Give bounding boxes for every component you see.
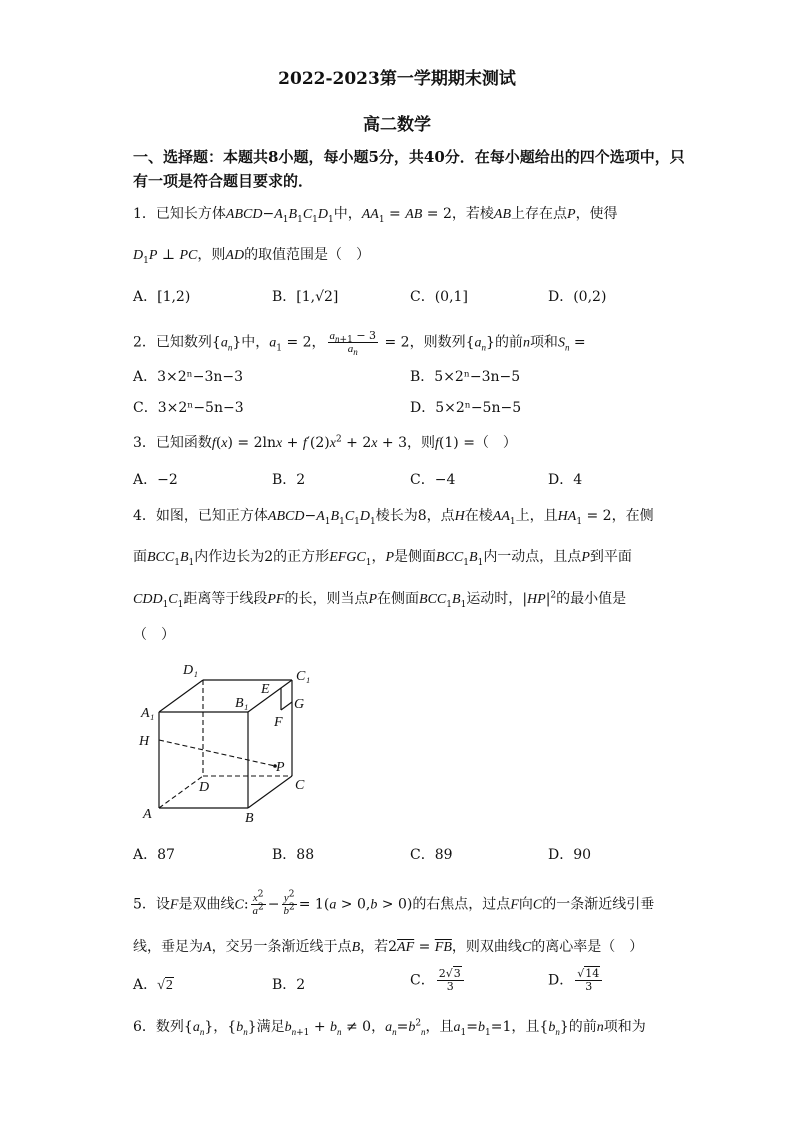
- question-5-option-b: B．2: [272, 977, 306, 993]
- question-1-option-b: B．[1,√2]: [272, 289, 339, 305]
- question-2-option-b: B．5×2ⁿ−3n−5: [410, 369, 521, 385]
- question-5-line1: 5．设F是双曲线C: $\frac{x^2}{a^2}$ − $\frac{y^2}{b^2}$ = 1(a > 0,b > 0)的右焦点，过点F向C的一条渐近线引垂: [133, 889, 655, 917]
- question-4-option-d: D．90: [548, 847, 592, 863]
- label-h: H: [139, 734, 150, 749]
- label-d: D: [199, 780, 210, 795]
- question-2-option-d: D．5×2ⁿ−5n−5: [410, 400, 522, 416]
- cube-figure: [133, 660, 323, 830]
- question-3-option-b: B．2: [272, 472, 306, 488]
- edge-a1-d1: [159, 680, 203, 712]
- label-b1: B₁: [235, 696, 249, 711]
- question-1-line1: 1．已知长方体$ABCD-A_1B_1C_1D_1$中，$AA_1$ = AB = 2，若棱AB上存在点P，使得: [133, 206, 618, 225]
- question-3-line1: 3．已知函数$f(x) = 2\ln x + f'(2)x^2 + 2x + 3$，则f(1) =（ ）: [133, 434, 517, 451]
- label-d1: D₁: [183, 663, 198, 678]
- question-1-option-d: D．(0,2): [548, 289, 607, 305]
- edge-f-g: [281, 702, 292, 710]
- edge-b-c: [248, 776, 292, 808]
- exam-title: 2022-2023第一学期期末测试: [278, 69, 516, 89]
- question-1-option-c: C．(0,1]: [410, 289, 468, 305]
- question-4-option-a: A．87: [133, 847, 175, 863]
- question-6-line1: 6．数列$\{a_n\}$，$\{b_n\}$满足$b_{n+1} + b_n \ne 0$，$a_n=b^2_n$，且$a_1=b_1=1$，且$\{b_n\}$的前n项和为: [133, 1018, 646, 1038]
- question-4-line1: 4．如图，已知正方体$ABCD-A_1B_1C_1D_1$棱长为8，点H在棱$AA_1$上，且$HA_1 = 2$，在侧: [133, 508, 654, 527]
- hidden-edge-a-d: [159, 776, 203, 808]
- label-f: F: [274, 715, 283, 730]
- question-3-option-d: D．4: [548, 472, 583, 488]
- question-3-option-c: C．−4: [410, 472, 456, 488]
- question-5-option-c: C． $\frac{2√3}{3}$: [410, 968, 466, 993]
- question-3-option-a: A．−2: [133, 472, 178, 488]
- label-a1: A₁: [141, 706, 155, 721]
- question-5-option-a: A．√2: [133, 977, 173, 993]
- question-4-line2: 面$BCC_1B_1$内作边长为2的正方形$EFGC_1$，P是侧面$BCC_1B_1$内一动点，且点P到平面: [133, 549, 632, 568]
- label-b: B: [245, 811, 254, 826]
- label-c: C: [295, 778, 305, 793]
- question-5-line2: 线，垂足为A，交另一条渐近线于点B，若$2\overline{AF} = \overline{FB}$，则双曲线C的离心率是（ ）: [133, 939, 644, 955]
- question-1-line2: $D_1P$ ⊥ PC，则AD的取值范围是（ ）: [133, 247, 371, 266]
- section-heading-line1: 一、选择题：本题共8小题，每小题5分，共40分．在每小题给出的四个选项中，只: [133, 148, 685, 166]
- question-1-option-a: A．[1,2): [133, 289, 191, 305]
- question-4-line3: $CDD_1C_1$距离等于线段PF的长，则当点P在侧面$BCC_1B_1$运动时，$|HP|^2$的最小值是: [133, 590, 627, 610]
- question-5-option-d: D． $\frac{√14}{3}$: [548, 968, 604, 993]
- label-a: A: [143, 807, 152, 822]
- label-g: G: [294, 697, 305, 712]
- question-2-option-a: A．3×2ⁿ−3n−3: [133, 369, 244, 385]
- section-heading-line2: 有一项是符合题目要求的．: [133, 172, 314, 190]
- label-c1: C₁: [296, 669, 311, 684]
- dashed-segment-h-p: [159, 740, 275, 766]
- label-p: P: [276, 760, 285, 775]
- question-2-line1: 2．已知数列$\{a_n\}$中，$a_1 = 2$， $\frac{a_{n+1} - 3}{a_n}$ = 2，则数列$\{a_n\}$的前n项和$S_n$ =: [133, 329, 586, 358]
- question-4-option-c: C．89: [410, 847, 453, 863]
- exam-subtitle: 高二数学: [363, 115, 431, 135]
- question-4-option-b: B．88: [272, 847, 315, 863]
- label-e: E: [261, 682, 270, 697]
- question-2-option-c: C．3×2ⁿ−5n−3: [133, 400, 244, 416]
- question-4-line4: （ ）: [133, 627, 175, 643]
